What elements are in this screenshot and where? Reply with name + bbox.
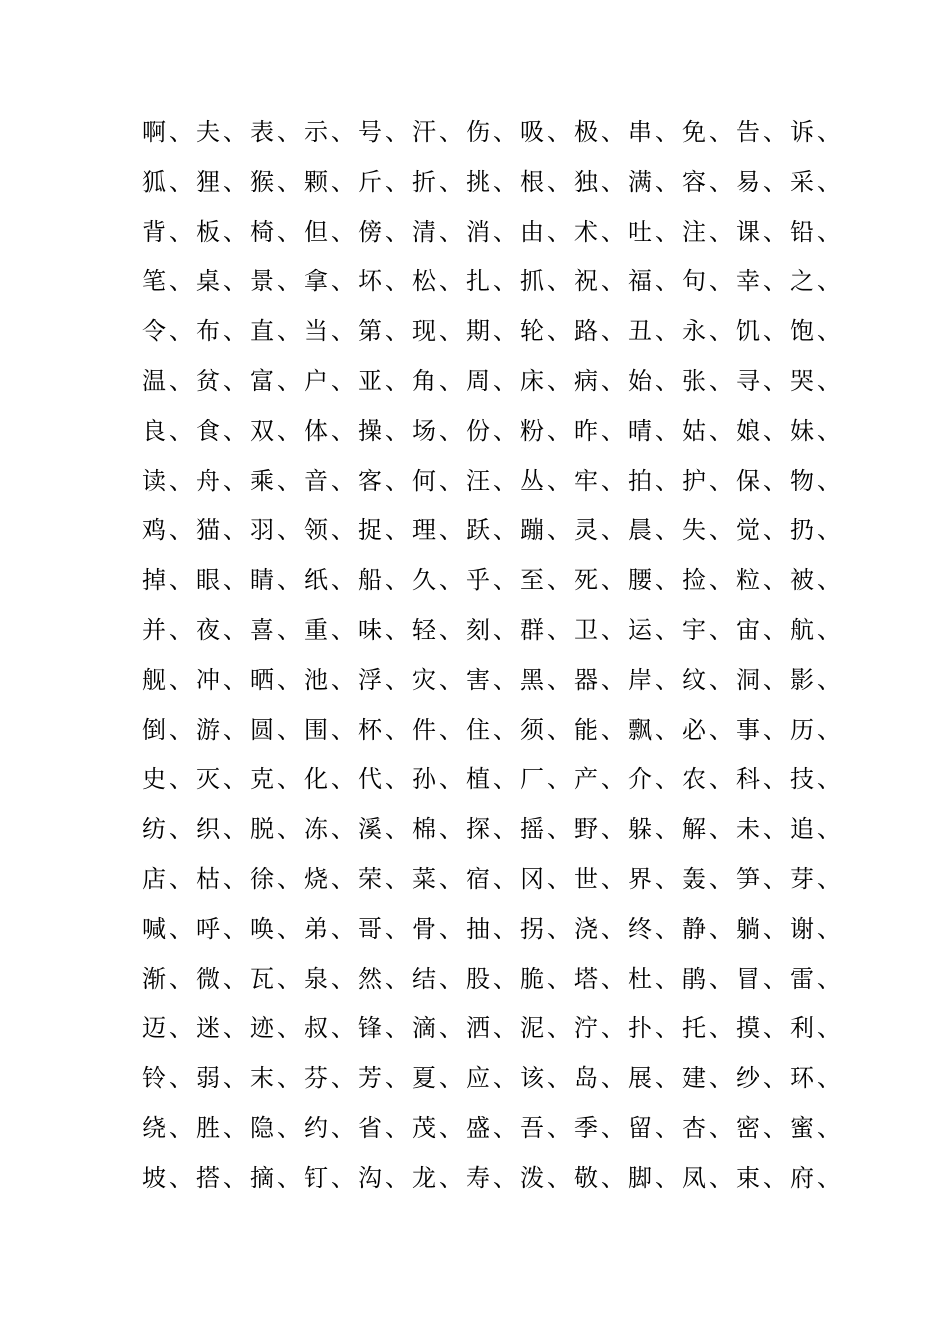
character-line-11: 并、夜、喜、重、味、轻、刻、群、卫、运、宇、宙、航、 [142,615,844,644]
character-line-10: 掉、眼、睛、纸、船、久、乎、至、死、腰、捡、粒、被、 [142,566,844,595]
character-line-19: 迈、迷、迹、叔、锋、滴、洒、泥、泞、扑、托、摸、利、 [142,1014,844,1043]
character-line-7: 良、食、双、体、操、场、份、粉、昨、晴、姑、娘、妹、 [142,416,844,445]
character-line-8: 读、舟、乘、音、客、何、汪、丛、牢、拍、护、保、物、 [142,466,844,495]
character-line-13: 倒、游、圆、围、杯、件、住、须、能、飘、必、事、历、 [142,715,844,744]
character-line-20: 铃、弱、末、芬、芳、夏、应、该、岛、展、建、纱、环、 [142,1064,844,1093]
character-line-4: 笔、桌、景、拿、坏、松、扎、抓、祝、福、句、幸、之、 [142,267,844,296]
character-line-6: 温、贫、富、户、亚、角、周、床、病、始、张、寻、哭、 [142,366,844,395]
character-line-2: 狐、狸、猴、颗、斤、折、挑、根、独、满、容、易、采、 [142,167,844,196]
character-line-21: 绕、胜、隐、约、省、茂、盛、吾、季、留、杏、密、蜜、 [142,1113,844,1142]
character-line-18: 渐、微、瓦、泉、然、结、股、脆、塔、杜、鹃、冒、雷、 [142,964,844,993]
character-line-14: 史、灭、克、化、代、孙、植、厂、产、介、农、科、技、 [142,765,844,794]
character-line-1: 啊、夫、表、示、号、汗、伤、吸、极、串、免、告、诉、 [142,118,844,146]
character-line-15: 纺、织、脱、冻、溪、棉、探、摇、野、躲、解、未、追、 [142,815,844,844]
character-line-16: 店、枯、徐、烧、荣、菜、宿、冈、世、界、轰、笋、芽、 [142,864,844,893]
character-line-3: 背、板、椅、但、傍、清、消、由、术、吐、注、课、铅、 [142,217,844,246]
character-line-12: 舰、冲、晒、池、浮、灾、害、黑、器、岸、纹、洞、影、 [142,665,844,694]
character-line-5: 令、布、直、当、第、现、期、轮、路、丑、永、饥、饱、 [142,317,844,346]
character-line-22: 坡、搭、摘、钉、沟、龙、寿、泼、敬、脚、凤、束、府、 [142,1163,844,1192]
character-line-9: 鸡、猫、羽、领、捉、理、跃、蹦、灵、晨、失、觉、扔、 [142,516,844,545]
character-line-17: 喊、呼、唤、弟、哥、骨、抽、拐、浇、终、静、躺、谢、 [142,914,844,943]
character-list [142,108,844,1204]
